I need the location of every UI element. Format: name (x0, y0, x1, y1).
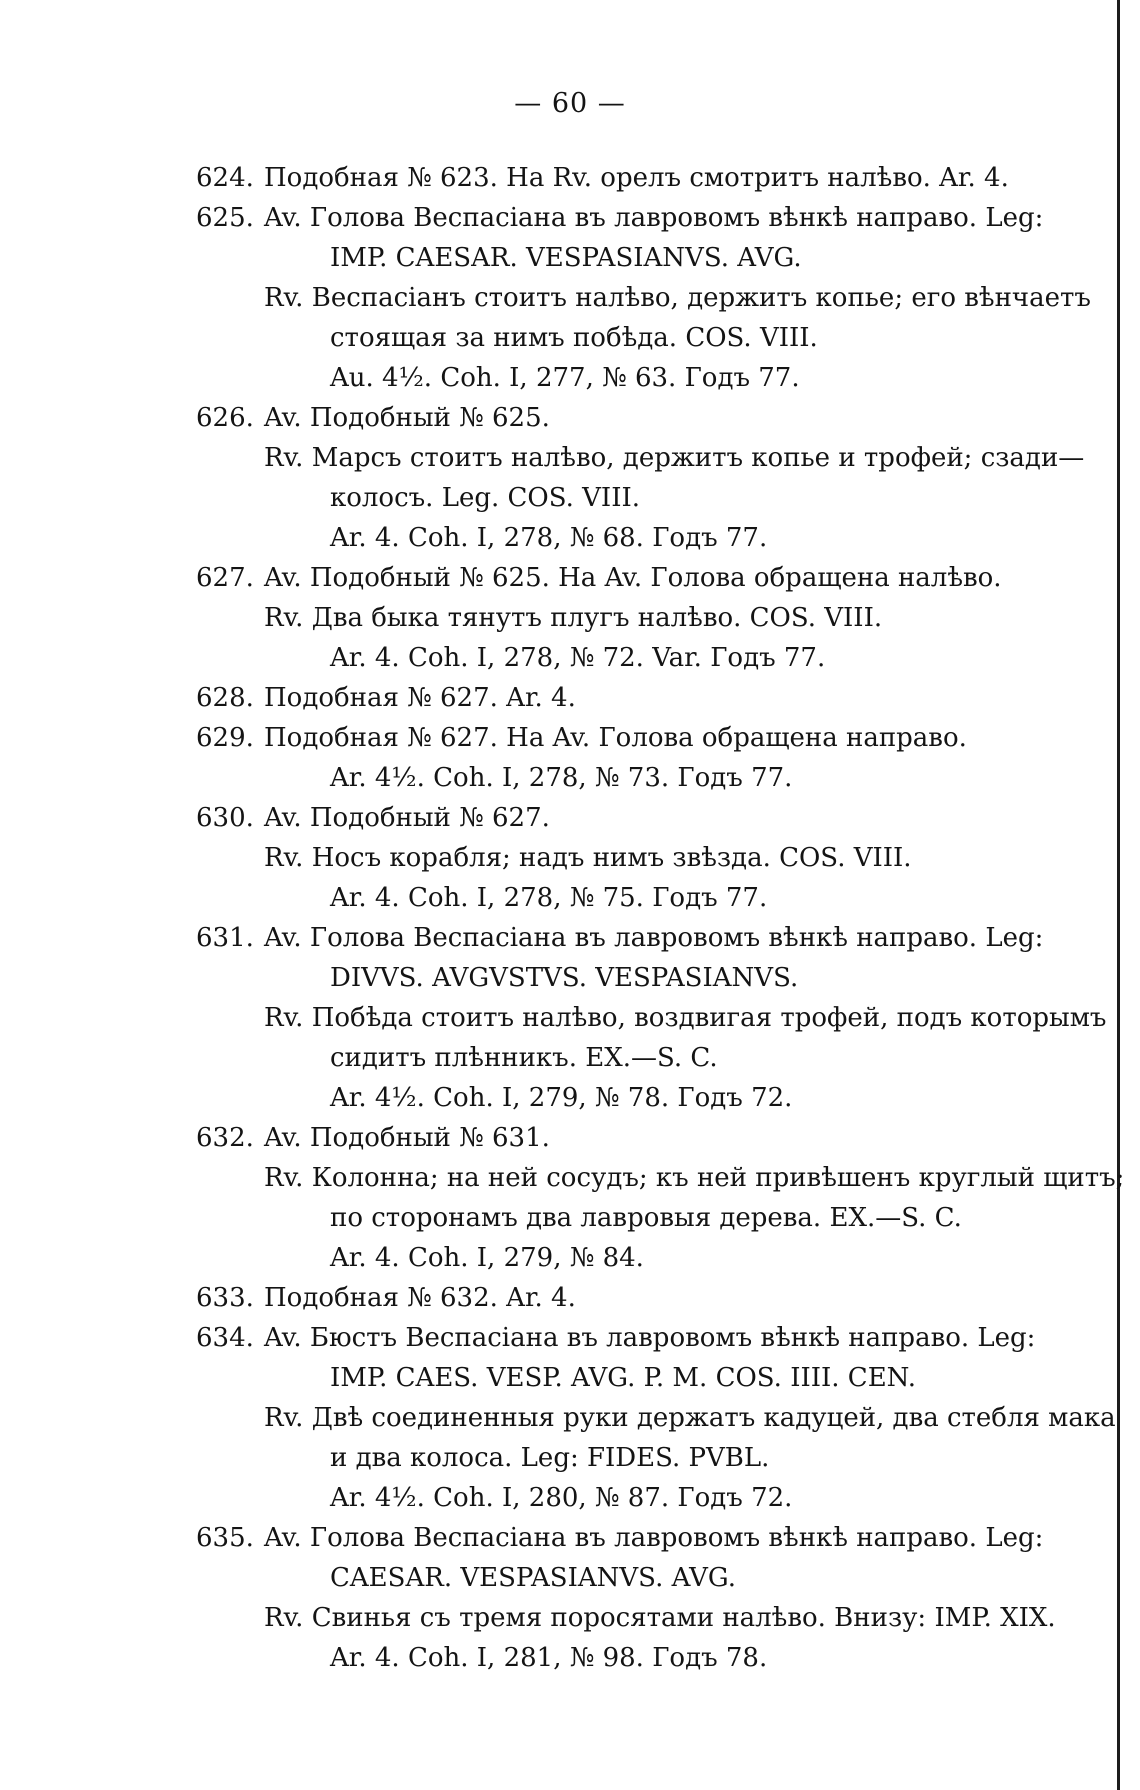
entry-line (0, 998, 1110, 1038)
entry-line (0, 718, 1110, 758)
entry-text: Av. Бюстъ Веспасіана въ лавровомъ вѣнкѣ направо. Leg: (264, 1323, 1036, 1353)
entry-line (0, 238, 1110, 278)
reference-text: Ar. 4½. Coh. I, 280, № 87. Годъ 72. (330, 1483, 793, 1513)
entry-line (0, 1638, 1110, 1678)
entry-line (0, 878, 1110, 918)
reverse-text: Rv. Носъ корабля; надъ нимъ звѣзда. COS. VIII. (264, 843, 912, 873)
entry-number: 633. (196, 1283, 254, 1313)
reverse-text: Rv. Свинья съ тремя поросятами налѣво. Внизу: IMP. XIX. (264, 1603, 1056, 1633)
entry-line (0, 398, 1110, 438)
catalog-entries (0, 158, 1125, 1678)
entry-text: Подобная № 627. На Av. Голова обращена направо. (264, 723, 967, 753)
reverse-text: Rv. Колонна; на ней сосудъ; къ ней привѣшенъ круглый щитъ; (264, 1163, 1125, 1193)
reference-text: Ar. 4. Coh. I, 279, № 84. (330, 1243, 644, 1273)
entry-line (0, 278, 1110, 318)
entry-number: 630. (196, 803, 254, 833)
reference-text: Ar. 4. Coh. I, 278, № 68. Годъ 77. (330, 523, 768, 553)
entry-line (0, 958, 1110, 998)
entry-line (0, 1438, 1110, 1478)
entry-number: 628. (196, 683, 254, 713)
entry-text: сидитъ плѣнникъ. EX.—S. C. (330, 1043, 718, 1073)
entry-line (0, 1078, 1110, 1118)
entry-number: 625. (196, 203, 254, 233)
entry-line (0, 1238, 1110, 1278)
entry-line (0, 558, 1110, 598)
entry-text: Av. Голова Веспасіана въ лавровомъ вѣнкѣ направо. Leg: (264, 203, 1044, 233)
reference-text: Ar. 4. Coh. I, 278, № 75. Годъ 77. (330, 883, 768, 913)
reference-text: Ar. 4. Coh. I, 278, № 72. Var. Годъ 77. (330, 643, 826, 673)
entry-text: Av. Подобный № 631. (264, 1123, 550, 1153)
entry-line (0, 318, 1110, 358)
entry-number: 626. (196, 403, 254, 433)
reverse-text: Rv. Марсъ стоитъ налѣво, держитъ копье и трофей; сзади— (264, 443, 1085, 473)
entry-line (0, 638, 1110, 678)
reverse-text: Rv. Веспасіанъ стоитъ налѣво, держитъ копье; его вѣнчаетъ (264, 283, 1091, 313)
entry-line (0, 798, 1110, 838)
entry-text: Подобная № 623. На Rv. орелъ смотритъ налѣво. Ar. 4. (264, 163, 1009, 193)
entry-line (0, 1118, 1110, 1158)
entry-line (0, 1478, 1110, 1518)
entry-line (0, 758, 1110, 798)
entry-text: Av. Подобный № 625. На Av. Голова обращена налѣво. (264, 563, 1002, 593)
reference-text: Ar. 4. Coh. I, 281, № 98. Годъ 78. (330, 1643, 768, 1673)
entry-line (0, 198, 1110, 238)
entry-number: 632. (196, 1123, 254, 1153)
entry-line (0, 918, 1110, 958)
entry-line (0, 1158, 1125, 1198)
entry-line (0, 1598, 1110, 1638)
reference-text: Ar. 4½. Coh. I, 279, № 78. Годъ 72. (330, 1083, 793, 1113)
entry-text: колосъ. Leg. COS. VIII. (330, 483, 641, 513)
entry-number: 635. (196, 1523, 254, 1553)
legend-text: DIVVS. AVGVSTVS. VESPASIANVS. (330, 963, 799, 993)
entry-line (0, 438, 1110, 478)
entry-text: Av. Подобный № 627. (264, 803, 550, 833)
reference-text: Ar. 4½. Coh. I, 278, № 73. Годъ 77. (330, 763, 793, 793)
entry-number: 629. (196, 723, 254, 753)
reverse-text: Rv. Два быка тянутъ плугъ налѣво. COS. VIII. (264, 603, 883, 633)
legend-text: IMP. CAESAR. VESPASIANVS. AVG. (330, 243, 802, 273)
entry-text: Av. Подобный № 625. (264, 403, 550, 433)
entry-number: 634. (196, 1323, 254, 1353)
entry-line (0, 1518, 1110, 1558)
entry-line (0, 1038, 1110, 1078)
entry-number: 624. (196, 163, 254, 193)
entry-line (0, 1198, 1110, 1238)
entry-text: Av. Голова Веспасіана въ лавровомъ вѣнкѣ направо. Leg: (264, 1523, 1044, 1553)
entry-line (0, 1398, 1116, 1438)
entry-line (0, 1278, 1110, 1318)
page-number: — 60 — (514, 88, 626, 119)
entry-line (0, 598, 1110, 638)
entry-text: Av. Голова Веспасіана въ лавровомъ вѣнкѣ направо. Leg: (264, 923, 1044, 953)
page-edge-rule (1117, 0, 1120, 1790)
entry-line (0, 1558, 1110, 1598)
entry-number: 631. (196, 923, 254, 953)
entry-line (0, 838, 1110, 878)
reverse-text: Rv. Двѣ соединенныя руки держатъ кадуцей, два стебля мака (264, 1403, 1116, 1433)
entry-text: по сторонамъ два лавровыя дерева. EX.—S. C. (330, 1203, 962, 1233)
entry-line (0, 1358, 1110, 1398)
entry-line (0, 158, 1110, 198)
entry-line (0, 358, 1110, 398)
entry-line (0, 518, 1110, 558)
legend-text: IMP. CAES. VESP. AVG. P. M. COS. IIII. CEN. (330, 1363, 917, 1393)
entry-text: Подобная № 627. Ar. 4. (264, 683, 576, 713)
entry-line (0, 1318, 1110, 1358)
entry-text: и два колоса. Leg: FIDES. PVBL. (330, 1443, 770, 1473)
reference-text: Au. 4½. Coh. I, 277, № 63. Годъ 77. (330, 363, 800, 393)
entry-text: стоящая за нимъ побѣда. COS. VIII. (330, 323, 818, 353)
entry-line (0, 478, 1110, 518)
reverse-text: Rv. Побѣда стоитъ налѣво, воздвигая трофей, подъ которымъ (264, 1003, 1107, 1033)
entry-number: 627. (196, 563, 254, 593)
entry-line (0, 678, 1110, 718)
entry-text: Подобная № 632. Ar. 4. (264, 1283, 576, 1313)
legend-text: CAESAR. VESPASIANVS. AVG. (330, 1563, 736, 1593)
